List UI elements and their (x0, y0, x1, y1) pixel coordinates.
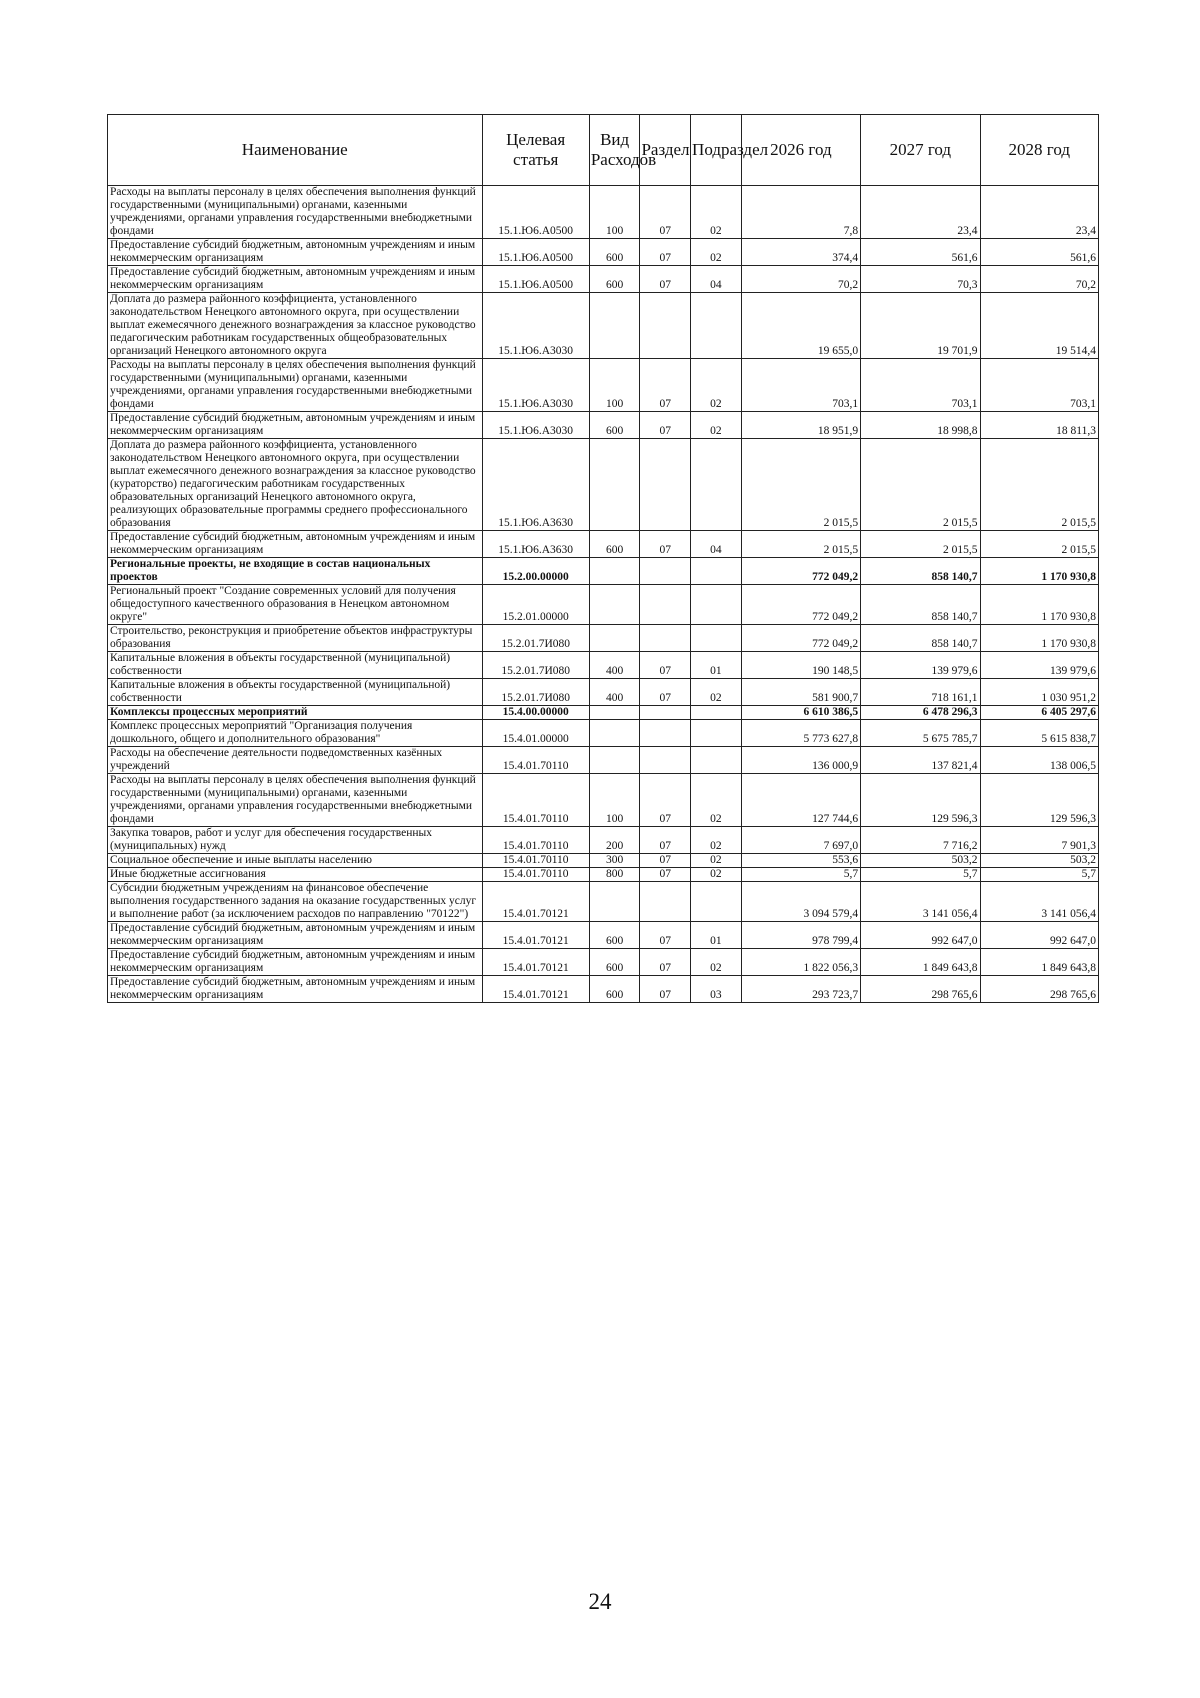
cell-2028: 139 979,6 (980, 652, 1098, 679)
cell-section: 07 (640, 531, 691, 558)
cell-expense-type: 600 (589, 949, 640, 976)
cell-2026: 127 744,6 (741, 774, 860, 827)
cell-2028: 6 405 297,6 (980, 706, 1098, 720)
table-row (108, 266, 1099, 293)
cell-2028: 2 015,5 (980, 439, 1098, 531)
cell-target-article: 15.1.Ю6.А0500 (482, 266, 589, 293)
table-row (108, 868, 1099, 882)
cell-2028: 503,2 (980, 854, 1098, 868)
cell-expense-type: 400 (589, 679, 640, 706)
cell-section: 07 (640, 359, 691, 412)
table-row (108, 625, 1099, 652)
cell-subsection: 02 (691, 868, 742, 882)
cell-section (640, 558, 691, 585)
cell-section: 07 (640, 412, 691, 439)
cell-target-article: 15.2.01.7И080 (482, 679, 589, 706)
cell-expense-type (589, 585, 640, 625)
cell-name: Региональные проекты, не входящие в состав национальных проектов (108, 558, 483, 585)
cell-target-article: 15.4.01.70110 (482, 868, 589, 882)
header-section: Раздел (640, 115, 691, 186)
cell-2026: 293 723,7 (741, 976, 860, 1003)
cell-2026: 7 697,0 (741, 827, 860, 854)
cell-2026: 5 773 627,8 (741, 720, 860, 747)
cell-expense-type: 600 (589, 976, 640, 1003)
table-row (108, 720, 1099, 747)
cell-2026: 978 799,4 (741, 922, 860, 949)
cell-target-article: 15.1.Ю6.А3030 (482, 412, 589, 439)
cell-target-article: 15.2.01.7И080 (482, 625, 589, 652)
table-row (108, 922, 1099, 949)
cell-2026: 5,7 (741, 868, 860, 882)
table-row (108, 186, 1099, 239)
header-year-2027: 2027 год (861, 115, 980, 186)
cell-expense-type: 300 (589, 854, 640, 868)
cell-name: Предоставление субсидий бюджетным, автономным учреждениям и иным некоммерческим организациям (108, 976, 483, 1003)
cell-section (640, 293, 691, 359)
cell-name: Иные бюджетные ассигнования (108, 868, 483, 882)
cell-name: Предоставление субсидий бюджетным, автономным учреждениям и иным некоммерческим организациям (108, 239, 483, 266)
cell-2026: 70,2 (741, 266, 860, 293)
cell-subsection (691, 558, 742, 585)
cell-2026: 3 094 579,4 (741, 882, 860, 922)
cell-section: 07 (640, 679, 691, 706)
cell-2028: 1 170 930,8 (980, 625, 1098, 652)
cell-name: Предоставление субсидий бюджетным, автономным учреждениям и иным некоммерческим организациям (108, 531, 483, 558)
cell-name: Комплексы процессных мероприятий (108, 706, 483, 720)
cell-2027: 718 161,1 (861, 679, 980, 706)
cell-subsection (691, 882, 742, 922)
cell-section: 07 (640, 652, 691, 679)
cell-2028: 19 514,4 (980, 293, 1098, 359)
cell-section (640, 625, 691, 652)
table-row (108, 827, 1099, 854)
table-row (108, 854, 1099, 868)
cell-expense-type (589, 293, 640, 359)
cell-2027: 561,6 (861, 239, 980, 266)
cell-2028: 1 030 951,2 (980, 679, 1098, 706)
cell-2028: 992 647,0 (980, 922, 1098, 949)
cell-target-article: 15.4.01.70110 (482, 747, 589, 774)
cell-section: 07 (640, 868, 691, 882)
cell-2027: 298 765,6 (861, 976, 980, 1003)
cell-2027: 5,7 (861, 868, 980, 882)
cell-expense-type: 100 (589, 774, 640, 827)
cell-subsection: 01 (691, 652, 742, 679)
table-row (108, 774, 1099, 827)
cell-2028: 3 141 056,4 (980, 882, 1098, 922)
cell-section: 07 (640, 827, 691, 854)
table-row (108, 293, 1099, 359)
cell-expense-type: 600 (589, 922, 640, 949)
cell-subsection: 04 (691, 531, 742, 558)
table-row (108, 239, 1099, 266)
cell-target-article: 15.4.01.70110 (482, 854, 589, 868)
cell-name: Расходы на обеспечение деятельности подведомственных казённых учреждений (108, 747, 483, 774)
cell-2028: 298 765,6 (980, 976, 1098, 1003)
header-expense-type: Вид Расходов (589, 115, 640, 186)
cell-name: Расходы на выплаты персоналу в целях обеспечения выполнения функций государственными (муниципальными) органами, казенными учреждениями, органами управления государственными внебюджетными фондами (108, 186, 483, 239)
cell-name: Предоставление субсидий бюджетным, автономным учреждениям и иным некоммерческим организациям (108, 266, 483, 293)
header-target-article: Целевая статья (482, 115, 589, 186)
header-year-2026: 2026 год (741, 115, 860, 186)
cell-expense-type (589, 747, 640, 774)
cell-expense-type: 200 (589, 827, 640, 854)
cell-target-article: 15.2.01.00000 (482, 585, 589, 625)
cell-expense-type: 600 (589, 266, 640, 293)
cell-expense-type: 600 (589, 531, 640, 558)
cell-2026: 772 049,2 (741, 585, 860, 625)
cell-expense-type (589, 558, 640, 585)
cell-name: Предоставление субсидий бюджетным, автономным учреждениям и иным некоммерческим организациям (108, 922, 483, 949)
cell-2027: 992 647,0 (861, 922, 980, 949)
cell-subsection: 02 (691, 949, 742, 976)
cell-name: Закупка товаров, работ и услуг для обеспечения государственных (муниципальных) нужд (108, 827, 483, 854)
cell-2028: 7 901,3 (980, 827, 1098, 854)
table-row (108, 531, 1099, 558)
cell-target-article: 15.4.00.00000 (482, 706, 589, 720)
cell-subsection: 02 (691, 239, 742, 266)
cell-subsection: 02 (691, 679, 742, 706)
cell-name: Расходы на выплаты персоналу в целях обеспечения выполнения функций государственными (муниципальными) органами, казенными учреждениями, органами управления государственными внебюджетными фондами (108, 359, 483, 412)
cell-2028: 2 015,5 (980, 531, 1098, 558)
cell-2026: 19 655,0 (741, 293, 860, 359)
cell-2028: 1 170 930,8 (980, 558, 1098, 585)
cell-section (640, 706, 691, 720)
cell-2026: 136 000,9 (741, 747, 860, 774)
cell-2027: 5 675 785,7 (861, 720, 980, 747)
cell-expense-type (589, 439, 640, 531)
cell-2028: 129 596,3 (980, 774, 1098, 827)
cell-section: 07 (640, 239, 691, 266)
cell-section: 07 (640, 854, 691, 868)
cell-2026: 7,8 (741, 186, 860, 239)
cell-subsection: 04 (691, 266, 742, 293)
cell-subsection: 02 (691, 854, 742, 868)
cell-name: Субсидии бюджетным учреждениям на финансовое обеспечение выполнения государственного задания на оказание государственных услуг и выполнение работ (за исключением расходов по направлению "70122") (108, 882, 483, 922)
cell-2026: 18 951,9 (741, 412, 860, 439)
cell-subsection (691, 747, 742, 774)
cell-section: 07 (640, 922, 691, 949)
budget-table (107, 114, 1099, 1003)
cell-expense-type (589, 706, 640, 720)
cell-target-article: 15.4.01.00000 (482, 720, 589, 747)
cell-2028: 23,4 (980, 186, 1098, 239)
cell-subsection (691, 293, 742, 359)
cell-subsection (691, 706, 742, 720)
cell-target-article: 15.1.Ю6.А3630 (482, 531, 589, 558)
cell-2026: 553,6 (741, 854, 860, 868)
cell-2028: 703,1 (980, 359, 1098, 412)
cell-name: Предоставление субсидий бюджетным, автономным учреждениям и иным некоммерческим организациям (108, 412, 483, 439)
cell-2027: 703,1 (861, 359, 980, 412)
cell-2026: 703,1 (741, 359, 860, 412)
cell-expense-type (589, 625, 640, 652)
cell-2027: 2 015,5 (861, 531, 980, 558)
table-row (108, 439, 1099, 531)
table-row (108, 652, 1099, 679)
cell-name: Региональный проект "Создание современных условий для получения общедоступного качественного образования в Ненецком автономном округе" (108, 585, 483, 625)
cell-2027: 1 849 643,8 (861, 949, 980, 976)
cell-subsection (691, 625, 742, 652)
cell-2027: 70,3 (861, 266, 980, 293)
cell-2026: 772 049,2 (741, 558, 860, 585)
cell-2027: 858 140,7 (861, 585, 980, 625)
cell-2026: 190 148,5 (741, 652, 860, 679)
cell-section (640, 747, 691, 774)
cell-expense-type: 100 (589, 359, 640, 412)
cell-target-article: 15.1.Ю6.А3030 (482, 359, 589, 412)
cell-2026: 374,4 (741, 239, 860, 266)
header-subsection: Подраздел (691, 115, 742, 186)
header-year-2028: 2028 год (980, 115, 1098, 186)
cell-section: 07 (640, 186, 691, 239)
cell-target-article: 15.2.01.7И080 (482, 652, 589, 679)
cell-subsection (691, 720, 742, 747)
table-row (108, 585, 1099, 625)
cell-section (640, 720, 691, 747)
cell-2028: 5,7 (980, 868, 1098, 882)
cell-expense-type: 800 (589, 868, 640, 882)
cell-expense-type (589, 720, 640, 747)
cell-expense-type: 100 (589, 186, 640, 239)
cell-2027: 858 140,7 (861, 558, 980, 585)
cell-target-article: 15.4.01.70121 (482, 882, 589, 922)
cell-2027: 858 140,7 (861, 625, 980, 652)
cell-subsection: 02 (691, 774, 742, 827)
cell-section: 07 (640, 976, 691, 1003)
cell-2028: 1 170 930,8 (980, 585, 1098, 625)
cell-section (640, 439, 691, 531)
cell-name: Предоставление субсидий бюджетным, автономным учреждениям и иным некоммерческим организациям (108, 949, 483, 976)
cell-2027: 6 478 296,3 (861, 706, 980, 720)
cell-name: Комплекс процессных мероприятий "Организация получения дошкольного, общего и дополнительного образования" (108, 720, 483, 747)
cell-2027: 129 596,3 (861, 774, 980, 827)
cell-name: Капитальные вложения в объекты государственной (муниципальной) собственности (108, 679, 483, 706)
table-row (108, 976, 1099, 1003)
cell-2028: 138 006,5 (980, 747, 1098, 774)
table-row (108, 706, 1099, 720)
cell-2028: 561,6 (980, 239, 1098, 266)
cell-name: Строительство, реконструкция и приобретение объектов инфраструктуры образования (108, 625, 483, 652)
cell-2027: 3 141 056,4 (861, 882, 980, 922)
cell-target-article: 15.2.00.00000 (482, 558, 589, 585)
cell-2028: 1 849 643,8 (980, 949, 1098, 976)
cell-2028: 5 615 838,7 (980, 720, 1098, 747)
cell-2026: 6 610 386,5 (741, 706, 860, 720)
cell-section (640, 882, 691, 922)
cell-2026: 2 015,5 (741, 439, 860, 531)
cell-2027: 7 716,2 (861, 827, 980, 854)
cell-target-article: 15.4.01.70121 (482, 922, 589, 949)
cell-name: Доплата до размера районного коэффициента, установленного законодательством Ненецкого автономного округа, при осуществлении выплат ежемесячного денежного вознаграждения за классное руководство педагогическим работникам государственных общеобразовательных организаций Ненецкого автономного округа (108, 293, 483, 359)
cell-target-article: 15.4.01.70110 (482, 827, 589, 854)
cell-name: Расходы на выплаты персоналу в целях обеспечения выполнения функций государственными (муниципальными) органами, казенными учреждениями, органами управления государственными внебюджетными фондами (108, 774, 483, 827)
cell-target-article: 15.1.Ю6.А3630 (482, 439, 589, 531)
table-row (108, 747, 1099, 774)
cell-target-article: 15.1.Ю6.А3030 (482, 293, 589, 359)
cell-subsection: 02 (691, 412, 742, 439)
cell-2028: 18 811,3 (980, 412, 1098, 439)
cell-target-article: 15.1.Ю6.А0500 (482, 186, 589, 239)
cell-target-article: 15.1.Ю6.А0500 (482, 239, 589, 266)
cell-target-article: 15.4.01.70121 (482, 949, 589, 976)
cell-target-article: 15.4.01.70110 (482, 774, 589, 827)
cell-subsection: 02 (691, 186, 742, 239)
cell-subsection: 02 (691, 359, 742, 412)
cell-expense-type (589, 882, 640, 922)
table-row (108, 412, 1099, 439)
cell-target-article: 15.4.01.70121 (482, 976, 589, 1003)
cell-2026: 772 049,2 (741, 625, 860, 652)
cell-2026: 581 900,7 (741, 679, 860, 706)
cell-subsection (691, 585, 742, 625)
cell-name: Социальное обеспечение и иные выплаты населению (108, 854, 483, 868)
cell-2027: 139 979,6 (861, 652, 980, 679)
header-row (108, 115, 1099, 186)
cell-2027: 18 998,8 (861, 412, 980, 439)
table-row (108, 679, 1099, 706)
cell-2026: 2 015,5 (741, 531, 860, 558)
header-name: Наименование (108, 115, 483, 186)
cell-name: Доплата до размера районного коэффициента, установленного законодательством Ненецкого автономного округа, при осуществлении выплат ежемесячного денежного вознаграждения за классное руководство (кураторство) педагогическим работникам государственных образовательных организаций Ненецкого автономного округа, реализующих образовательные программы среднего профессионального образования (108, 439, 483, 531)
cell-expense-type: 600 (589, 412, 640, 439)
cell-2026: 1 822 056,3 (741, 949, 860, 976)
table-row (108, 558, 1099, 585)
cell-2028: 70,2 (980, 266, 1098, 293)
cell-section: 07 (640, 266, 691, 293)
cell-2027: 23,4 (861, 186, 980, 239)
cell-2027: 137 821,4 (861, 747, 980, 774)
cell-expense-type: 600 (589, 239, 640, 266)
cell-2027: 503,2 (861, 854, 980, 868)
cell-2027: 2 015,5 (861, 439, 980, 531)
cell-subsection: 03 (691, 976, 742, 1003)
cell-2027: 19 701,9 (861, 293, 980, 359)
cell-subsection (691, 439, 742, 531)
cell-subsection: 02 (691, 827, 742, 854)
cell-subsection: 01 (691, 922, 742, 949)
table-row (108, 882, 1099, 922)
table-row (108, 359, 1099, 412)
table-row (108, 949, 1099, 976)
table-body (108, 186, 1099, 1003)
cell-expense-type: 400 (589, 652, 640, 679)
cell-section: 07 (640, 949, 691, 976)
cell-name: Капитальные вложения в объекты государственной (муниципальной) собственности (108, 652, 483, 679)
page-number: 24 (588, 1589, 612, 1614)
cell-section: 07 (640, 774, 691, 827)
cell-section (640, 585, 691, 625)
